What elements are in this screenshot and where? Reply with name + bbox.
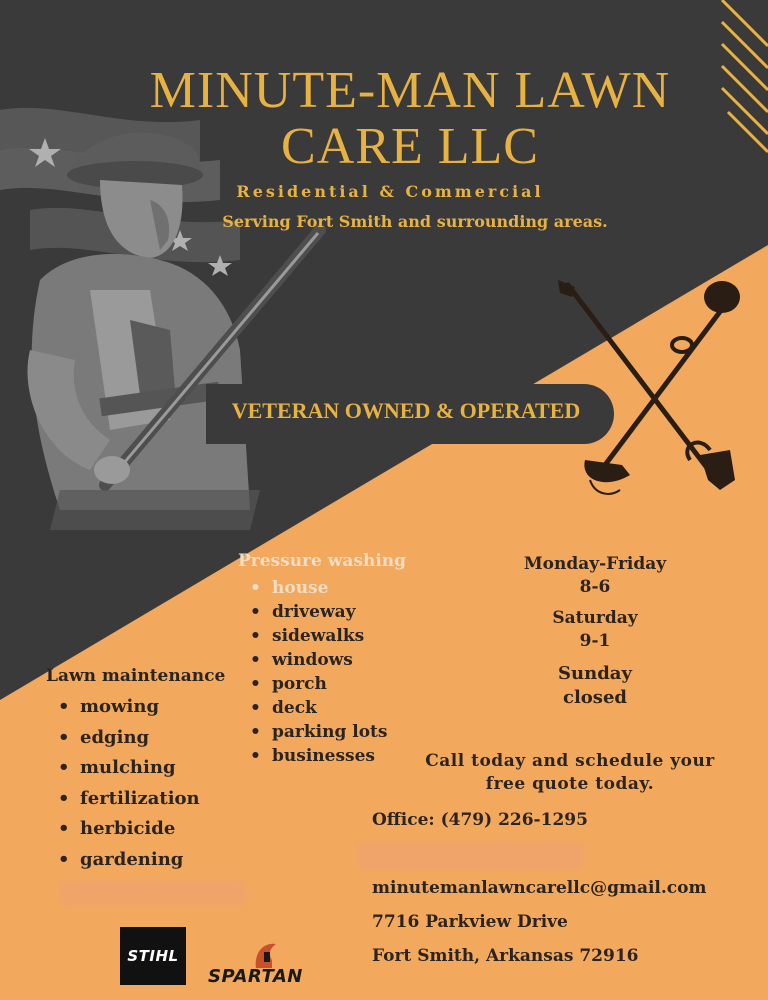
- hours-weekdays-label: Monday-Friday: [523, 554, 667, 574]
- list-item: • deck: [244, 696, 387, 720]
- list-item: • herbicide: [52, 814, 200, 845]
- office-phone[interactable]: Office: (479) 226-1295: [372, 810, 588, 830]
- hours-saturday-time: 9-1: [579, 631, 611, 651]
- hours-sunday-time: closed: [563, 687, 627, 708]
- email-address[interactable]: minutemanlawncarellc@gmail.com: [372, 878, 707, 898]
- city-address: Fort Smith, Arkansas 72916: [372, 946, 639, 966]
- hours-weekdays: [500, 553, 690, 599]
- pressure-washing-list: [244, 576, 387, 768]
- list-item: • mulching: [52, 753, 200, 784]
- subtitle: Residential & Commercial: [236, 182, 544, 201]
- hours-sunday: [500, 662, 690, 710]
- business-name-line2: CARE LLC: [281, 118, 539, 175]
- redacted-area: [358, 842, 584, 870]
- business-name-line1: MINUTE-MAN LAWN: [149, 62, 671, 119]
- list-item: • driveway: [244, 600, 387, 624]
- lawn-maintenance-list: [52, 692, 200, 875]
- service-area: Serving Fort Smith and surrounding areas.: [222, 212, 608, 231]
- list-item: • windows: [244, 648, 387, 672]
- call-to-action: [400, 750, 740, 796]
- redacted-area: [60, 880, 246, 906]
- hours-saturday-label: Saturday: [552, 608, 638, 628]
- list-item: • fertilization: [52, 784, 200, 815]
- street-address: 7716 Parkview Drive: [372, 912, 568, 932]
- call-to-action-line1: Call today and schedule your: [425, 751, 715, 771]
- call-to-action-line2: free quote today.: [485, 774, 655, 794]
- list-item: • businesses: [244, 744, 387, 768]
- list-item: • edging: [52, 723, 200, 754]
- list-item: • mowing: [52, 692, 200, 723]
- hours-saturday: [500, 607, 690, 653]
- list-item: • sidewalks: [244, 624, 387, 648]
- hours-weekdays-time: 8-6: [579, 577, 611, 597]
- lawn-maintenance-heading: Lawn maintenance: [46, 666, 226, 686]
- hours-sunday-label: Sunday: [558, 663, 632, 684]
- crossed-string-trimmers-icon: [550, 275, 760, 515]
- list-item: • gardening: [52, 845, 200, 876]
- list-item: • parking lots: [244, 720, 387, 744]
- pressure-washing-heading: Pressure washing: [238, 551, 407, 571]
- spartan-logo: SPARTAN: [208, 966, 303, 987]
- veteran-banner-text: VETERAN OWNED & OPERATED: [231, 398, 581, 423]
- list-item: • porch: [244, 672, 387, 696]
- list-item: • house: [244, 576, 387, 600]
- stihl-logo: STIHL: [120, 927, 186, 985]
